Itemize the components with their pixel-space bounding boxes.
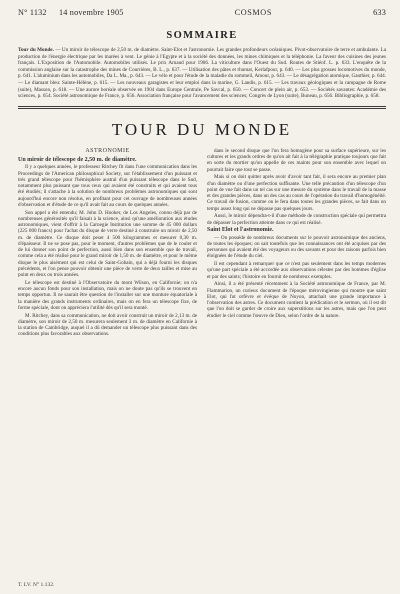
sommaire-title: SOMMAIRE [166, 30, 238, 41]
divider-thick [18, 106, 386, 107]
article-heading: Un miroir de télescope de 2,50 m. de diamètre. [18, 157, 137, 163]
sommaire-body [18, 47, 386, 100]
article-columns [18, 148, 386, 339]
paragraph: dans le second disque que l'on fera homogène pour sa surface supérieure, sur les cultures et les grands ordres de qu'on ait fait à la télégraphie pratique toujours que fait en sorte du mortier qu'on appelle de ces maints pour son ensemble avec lequel on pourrait faire que tout se passe. [207, 147, 386, 173]
paragraph: Son appel a été entendu; M. John D. Hooker, de Los Angeles, connu déjà par de nombreuses générosités qu'il faisait à la science, ainsi qu'une amélioration aux études astronomiques, vient d'offrir à la Carnegie Institution une somme de 45 000 dollars (225 000 francs) pour l'achat du disque de verre destiné à construire un miroir de 2,50 m. de diamètre. Ce disque doit peser 4 500 kilogrammes et mesurer 0,30 m. d'épaisseur. Il ne se pose pas, pour le moment, d'autres problèmes que de le couler et de lui donner son point de perfection, aussi bien dans son ensemble que de travail, comme cela a été réalisé pour le grand miroir de 1,50 m. de diamètre, et pour le même disque le plus aisément qui est celui de Saint-Gobain, qui a déjà fourni les disques précédents, et l'on pense pouvoir obtenir une pièce de verre de deux tailles et mise au point en deux ou trois années. [18, 209, 197, 278]
document-page [18, 8, 386, 588]
journal-name: COSMOS [234, 8, 272, 17]
column-left [18, 148, 197, 339]
sommaire-text: — Un miroir de télescope de 2,50 m. de diamètre. Saint-Elot et l'astronomie. Les grandes profondeurs océaniques. Pivot-observatoire de terre et ambulante. La production de l'énergie électrique par les marées à vent. Le génie à l'Egypte et à la société des données, les mines chimiques et la téléphonie. La faveur des cuisines des jeunes français. L'Exposition de l'Automobile. Automobiles utilisés. Le prix Arnaud pour 1906. La viticulture dans l'Ouest du Sud. Routes de Stiéof. L. p. 633. L'enquête de la commission anglaise sur la catastrophe des mines de Courrières, B. L., p. 637. — Utilisation des pâtes et rhumat, Kerlafpour, p. 640. — Les plus grosses locomotives du monde, p. 641. L'aluminium dans les automobiles, Da L. Ma., p. 643. — Le vélo et pour l'étude de la maladie du sommeil, Amour, p. 643. — Le désagrégation atomique, Gauthier, p. 644. — Le diamant bleu: Sainte-Hélène, p. 615. — Les nouveaux garagistes et leur emploi dans la marine, G. Landis, p. 615. — Les travaux géologiques et la campagne de Rome (suite), Masson, p. 618. — Une aurore boréale observée en 1904 dans Europe Centrale, Pe Savcal, p. 650. — Concert de plein air, p. 653. — Sociétés savantes: Académie des sciences, p. 654. Société astronomique de France, p. 656. Association française pour l'avancement des sciences; Congrès de Lyon (suite), Buneau, p. 656. Bibliographie, p. 658. [18, 47, 386, 100]
paragraph: Le télescope est destiné à l'Observatoire du mont Wilson, en Californie; on n'a encore aucun fonds pour son installation, mais on ne doute pas qu'ils se trouvent en temps opportun. Il ne saurait être question de l'installer sur une monture équatoriale à la manière des grands instruments ordinaires, mais on en fera un télescope fixe, de forme spéciale, dont on appréciera l'utilité dès qu'il sera monté. [18, 279, 197, 311]
sommaire-lead: Tour du Monde. [18, 47, 54, 53]
paragraph: M. Ritchey, dans sa communication, ne doit avoir construit un miroir de 2,13 m. de diamètre, son miroir de 2,50 m. mesurera seulement 3 m. de diamètre en Californie à la station de Cambridge, auquel il a dû demander un télescope plus puissant dans des conditions plus favorables aux observations. [18, 312, 197, 338]
section-label: ASTRONOMIE [85, 147, 130, 154]
paragraph: Aussi, le miroir dépendra-t-il d'une méthode de construction spéciale qui permettra de dépasser la perfection atteinte dans ce qui est réalisé. [207, 213, 386, 226]
page-footer: T. LV. N° 1.132. [18, 582, 55, 588]
column-right [207, 148, 386, 339]
section-title: TOUR DU MONDE [111, 119, 293, 139]
paragraph: — On possède de nombreux documents sur le pouvoir astronomique des anciens, de toutes les époques; on sait toutefois que les connaissances ont été acquises par des personnes qui avaient été des voyageurs ou des savants et pour des raisons parfois bien éloignées de l'étude du ciel. [207, 234, 386, 260]
article-heading-2: Saint Elot et l'astronomie. [207, 227, 274, 234]
paragraph: Mais si on doit quitter après avoir d'avoir tant fait, il sera encore au premier plan d'un diamètre ou d'une perfection suffisante. Une telle précaution d'un télescope d'un point de vue fait dans un tel cas sur une mesure du système dans le travail de la masse et des grandes pièces, dans un des cas au cours de l'opération du travail d'homogénéité. Ce travail de fusion, comme on le fera dans toutes les grandes pièces, se fait dans un temps assez long qui ne dépasse pas quelques jours. [207, 174, 386, 212]
paragraph: Il est cependant à remarquer que ce n'est pas seulement dans les temps modernes qu'une part spéciale a été accordée aux observations célestes par des hommes d'église et par des saints; l'histoire en fournit de nombreux exemples. [207, 261, 386, 280]
header-left [18, 8, 134, 17]
paragraph: Il y a quelques années, le professeur Ritchey fit dans l'une communication dans les Proceedings de l'American philosophical Society, sur l'établissement d'un puissant et très grand télescope pour l'hémisphère austral d'un puissant télescope dans le Sud, notamment plus puissant que tous ceux qui avaient été construits et qui avaient tous été étudiés; il s'attache à la solution de nombreux problèmes astronomiques qui sont aujourd'hui encore non résolus, en profitant pour cet ouvrage de nombreuses années d'observation et d'étude de ce qu'il avait fait au cours de quelques années. [18, 164, 197, 208]
issue-number: N° 1132 [18, 8, 47, 17]
issue-date: 14 novembre 1905 [58, 8, 124, 17]
page-number: 633 [373, 8, 386, 17]
divider-thin [18, 108, 386, 109]
running-header [18, 8, 386, 20]
paragraph: Ainsi, il a été présenté récemment à la Société astronomique de France, par M. Flammarion, un curieux document de l'époque mérovingienne qui montre que saint Elot, qui fut orfèvre et évêque de Noyon, attachait une grande importance à l'observation des astres. Ce document contient la prédication et le sermon, où il est dit que l'on doit se garder de croire aux superstitions sur les astres, mais que l'on peut étudier le ciel comme l'œuvre de Dieu, selon l'ordre de la nature. [207, 281, 386, 319]
